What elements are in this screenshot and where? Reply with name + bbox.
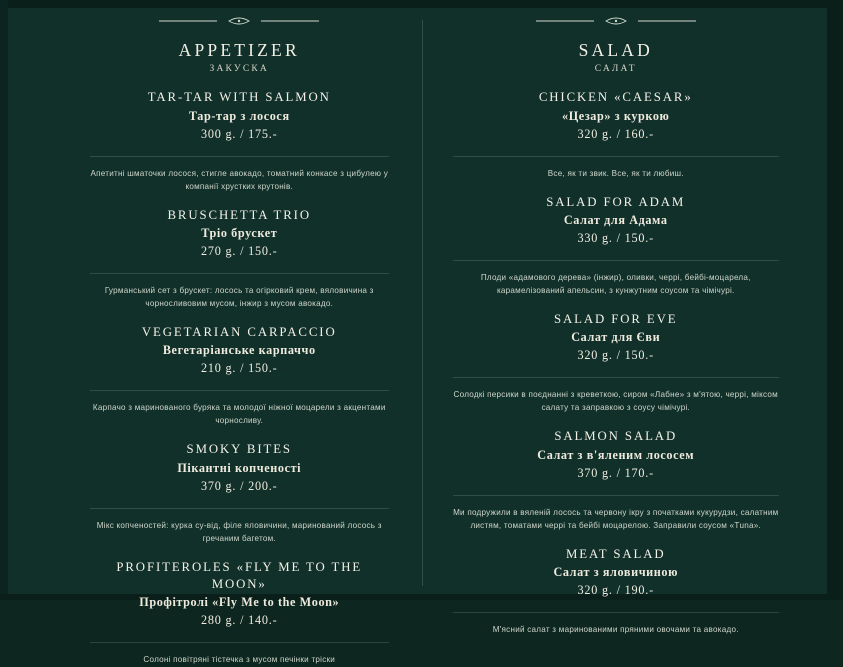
section-header-salad (453, 14, 780, 75)
dish-name-ua: Тріо брускет (201, 225, 278, 240)
item-separator (453, 495, 780, 496)
menu-item-description-block (90, 168, 389, 194)
dish-description: Ми подружили в вяленій лосось та червону ікру з початками кукурудзи, салатним листям, томатами черрі та бейбі моцарелою. Заправили соусом «Тuna». (453, 507, 779, 530)
dish-description: Плоди «адамового дерева» (інжир), оливки, черрі, бейбі-моцарела, карамелізований апельсин, з кунжутним соусом та чімічурі. (480, 273, 751, 296)
dish-description: Гурманський сет з брускет: лосось та огірковий крем, вяловичина з чорносливовим мусом, інжир з мусом авокадо. (104, 286, 374, 308)
dish-description: Солодкі персики в поєднанні з креветкою, сиром «Лабне» з м'ятою, черрі, міксом салату та заправкою з соусу чімічурі. (453, 390, 778, 413)
leaf-flourish-icon (90, 14, 389, 32)
item-separator (453, 612, 780, 613)
menu-item (90, 207, 389, 260)
item-separator (453, 156, 780, 157)
menu-item-description-block (453, 389, 780, 415)
dish-price: 370 g. / 200.- (200, 478, 278, 493)
leaf-flourish-icon (453, 14, 780, 32)
dish-name-en: TAR-TAR WITH SALMON (147, 90, 331, 105)
menu-item (453, 194, 780, 247)
menu-item-description-block (90, 402, 389, 428)
dish-name-ua: Профітролі «Fly Me to the Moon» (139, 595, 340, 610)
item-separator (90, 273, 389, 274)
item-separator (453, 260, 780, 261)
dish-name-en: SMOKY BITES (186, 442, 292, 457)
dish-description: Все, як ти звик. Все, як ти любиш. (547, 168, 684, 178)
menu-item-description-block (90, 520, 389, 546)
menu-item-description-block (453, 624, 780, 637)
menu-item (90, 324, 389, 377)
dish-name-ua: Тар-тар з лосося (188, 108, 290, 123)
menu-item (453, 89, 780, 142)
menu-item-description-block (453, 168, 780, 181)
section-title: SALAD (578, 40, 653, 60)
menu-column-salad (419, 14, 814, 635)
dish-price: 300 g. / 175.- (200, 126, 278, 141)
dish-price: 320 g. / 160.- (577, 126, 655, 141)
menu-item (90, 441, 389, 494)
section-title: APPETIZER (178, 40, 300, 60)
menu-item-description-block (453, 272, 780, 298)
dish-name-ua: Салат для Адама (563, 212, 668, 227)
dish-description: Мікс копченостей: курка су-від, філе яловичини, маринований лосось з гречаним багетом. (96, 520, 382, 543)
dish-price: 330 g. / 150.- (577, 231, 655, 246)
dish-description: Карпачо з маринованого буряка та молодої ніжної моцарели з акцентами чорносливу. (92, 403, 386, 426)
dish-price: 210 g. / 150.- (200, 361, 278, 376)
dish-price: 320 g. / 190.- (577, 582, 655, 597)
menu-item (90, 559, 389, 630)
item-separator (90, 390, 389, 391)
section-subtitle: ЗАКУСКА (209, 64, 269, 74)
dish-name-en: VEGETARIAN CARPACCIO (141, 324, 337, 339)
dish-name-en: SALAD FOR ADAM (546, 194, 686, 209)
item-separator (90, 642, 389, 643)
menu-item (453, 546, 780, 599)
menu-item-description-block (90, 285, 389, 311)
dish-name-ua: Салат з в'яленим лососем (537, 447, 695, 462)
item-separator (90, 156, 389, 157)
section-subtitle: САЛАТ (594, 64, 637, 74)
dish-name-en: MEAT SALAD (566, 546, 666, 561)
dish-price: 280 g. / 140.- (200, 613, 278, 628)
section-header-appetizer (90, 14, 389, 75)
dish-name-ua: Салат для Єви (571, 330, 661, 345)
dish-name-ua: Вегетаріанське карпаччо (162, 343, 316, 358)
dish-name-en: SALMON SALAD (554, 429, 678, 444)
menu-item (90, 89, 389, 142)
item-separator (453, 377, 780, 378)
dish-name-en: CHICKEN «CAESAR» (538, 90, 693, 105)
dish-name-ua: Пікантні копченості (177, 460, 302, 475)
dish-price: 270 g. / 150.- (200, 243, 278, 258)
menu-item (453, 311, 780, 364)
dish-name-ua: Салат з яловичиною (553, 564, 679, 579)
dish-description: М'ясний салат з маринованими пряними овочами та авокадо. (492, 625, 739, 635)
dish-price: 320 g. / 150.- (577, 348, 655, 363)
dish-description: Солоні повітряні тістечка з мусом печінки тріски (143, 655, 336, 665)
dish-name-ua: «Цезар» з куркою (562, 108, 670, 123)
menu-item-description-block (453, 507, 780, 533)
dish-name-en: BRUSCHETTA TRIO (167, 207, 311, 222)
menu-item-description-block (90, 654, 389, 667)
dish-description: Апетитні шматочки лосося, стигле авокадо, томатний конкасе з цибулею у компанії хрустких крутонів. (90, 168, 388, 191)
menu-item (453, 428, 780, 481)
item-separator (90, 508, 389, 509)
dish-name-en: SALAD FOR EVE (553, 312, 678, 326)
menu-column-appetizer (24, 14, 419, 665)
dish-name-en: PROFITEROLES «FLY ME TO THE MOON» (116, 559, 363, 591)
dish-price: 370 g. / 170.- (577, 465, 655, 480)
